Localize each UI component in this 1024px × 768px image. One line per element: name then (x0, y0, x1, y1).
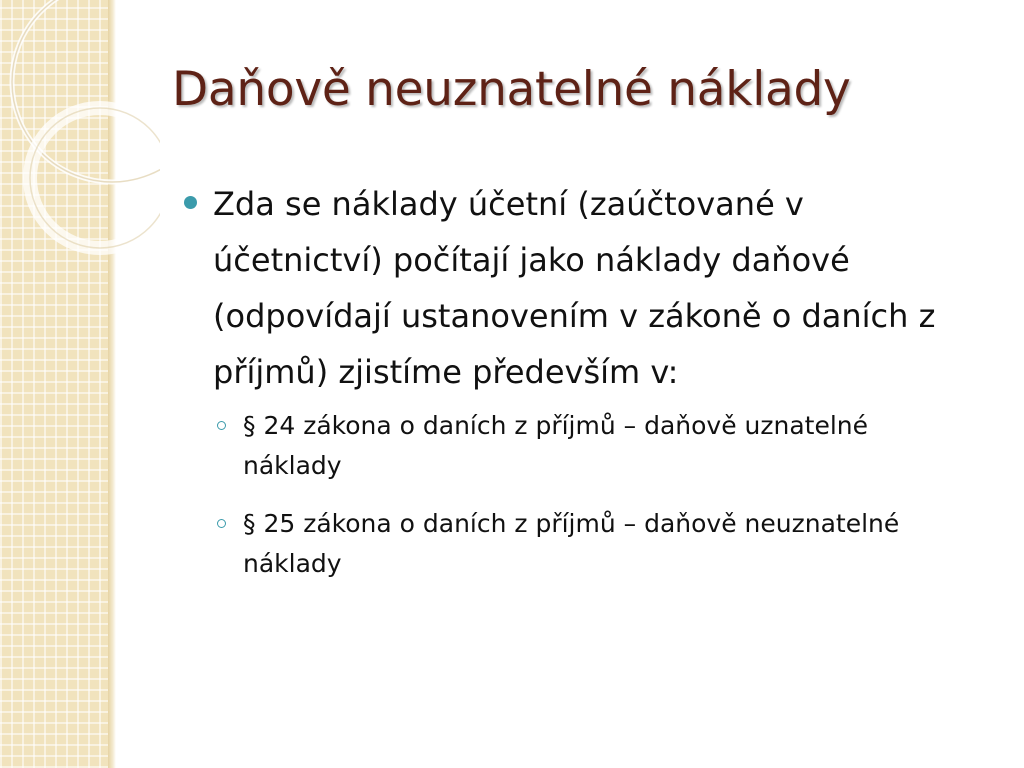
sub-bullet-list (176, 406, 956, 584)
slide-title: Daňově neuznatelné náklady (172, 62, 851, 117)
sub-bullet-text: § 25 zákona o daních z příjmů – daňově neuznatelné náklady (243, 509, 900, 578)
sub-bullet-text: § 24 zákona o daních z příjmů – daňově uznatelné náklady (243, 411, 869, 480)
sub-bullet-ring-icon (217, 519, 226, 528)
sub-bullet-ring-icon (217, 421, 226, 430)
bullet-dot-icon (184, 196, 197, 209)
bullet-item (176, 176, 956, 400)
bullet-text: Zda se náklady účetní (zaúčtované v účetnictví) počítají jako náklady daňové (odpovídají ustanovením v zákoně o daních z příjmů) zjistíme především v: (213, 185, 936, 391)
slide-content (176, 176, 956, 602)
sub-bullet-item (213, 406, 956, 486)
sub-bullet-item (213, 504, 956, 584)
decorative-circles-icon (0, 0, 160, 260)
